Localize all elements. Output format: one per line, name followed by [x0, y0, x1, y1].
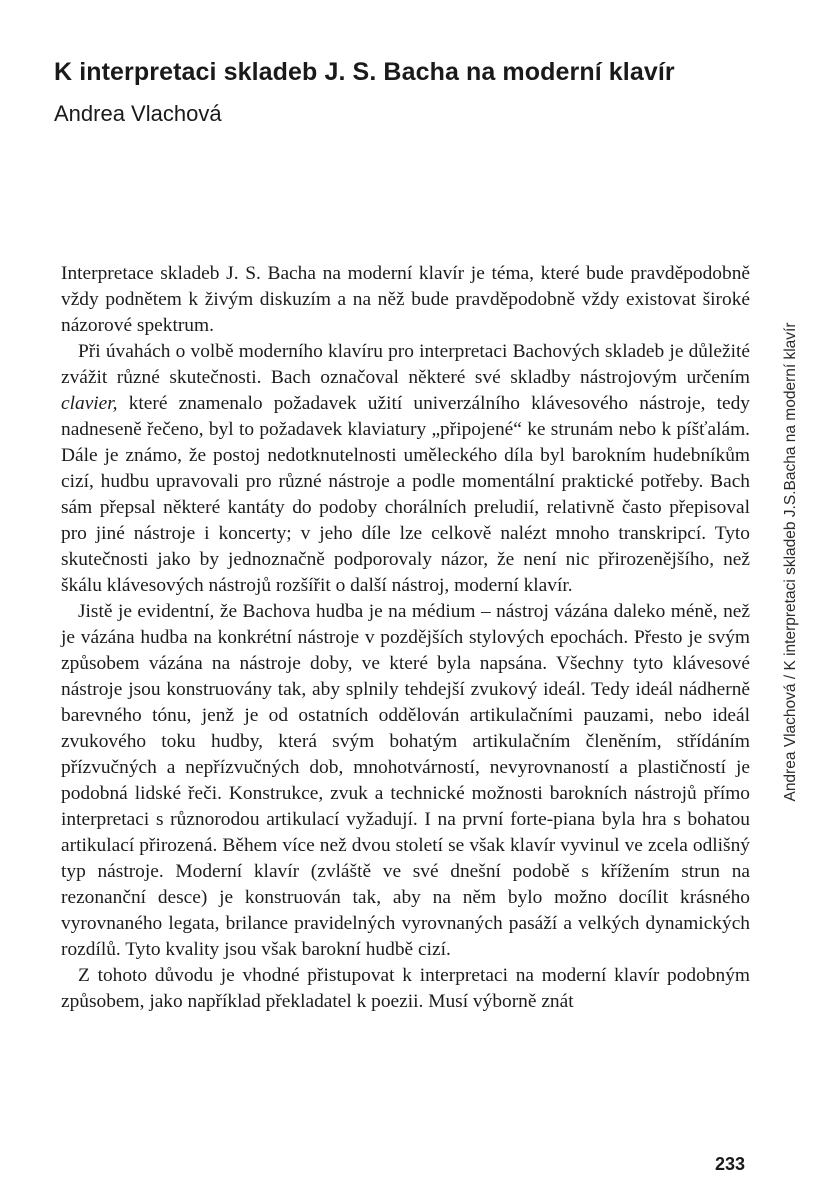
article-title: K interpretaci skladeb J. S. Bacha na moderní klavír	[54, 58, 675, 86]
page-number: 233	[715, 1154, 746, 1174]
paragraph-4: Z tohoto důvodu je vhodné přistupovat k interpretaci na moderní klavír podobným způsobem, jako například překladatel k poezii. Musí výborně znát	[61, 965, 750, 1012]
article-body	[61, 261, 750, 1015]
paragraph-2-text-start: Při úvahách o volbě moderního klavíru pro interpretaci Bachových skladeb je důležité zvážit různé skutečnosti. Bach označoval některé své skladby nástrojovým určením	[61, 341, 750, 388]
paragraph-2	[61, 339, 750, 599]
running-head: Andrea Vlachová / K interpretaci skladeb J.S.Bacha na moderní klavír	[782, 322, 799, 802]
paragraph-2-text-end: které znamenalo požadavek užití univerzálního klávesového nástroje, tedy nadneseně řečeno, byl to požadavek klaviatury „připojené“ ke strunám nebo k píšťalám. Dále je známo, že postoj nedotknutelnosti uměleckého díla byl barokním hudebníkům cizí, hudbu upravovali pro různé nástroje a podle momentální praktické potřeby. Bach sám přepsal některé kantáty do podoby chorálních preludií, relativně často přepisoval pro jiné nástroje i koncerty; v jeho díle lze celkově nalézt mnoho transkripcí. Tyto skutečnosti jako by jednoznačně podporovaly názor, že není nic přirozenějšího, než škálu klávesových nástrojů rozšířit o další nástroj, moderní klavír.	[61, 393, 750, 596]
article-author: Andrea Vlachová	[54, 101, 222, 126]
paragraph-3: Jistě je evidentní, že Bachova hudba je na médium – nástroj vázána daleko méně, než je vázána hudba na konkrétní nástroje v pozdějších stylových epochách. Přesto je svým způsobem vázána na nástroje doby, ve které byla napsána. Všechny tyto klávesové nástroje jsou konstruovány tak, aby splnily tehdejší zvukový ideál. Tedy ideál nádherně barevného tónu, jenž je od ostatních oddělován artikulačními pauzami, nebo ideál zvukového toku hudby, která svým bohatým artikulačním členěním, střídáním přízvučných a nepřízvučných dob, mnohotvárností, nevyrovnaností a plastičností je podobná lidské řeči. Konstrukce, zvuk a technické možnosti barokních nástrojů přímo interpretaci s různorodou artikulací vyžadují. I na první forte-piana byla hra s bohatou artikulací přirozená. Během více než dvou století se však klavír vyvinul ve zcela odlišný typ nástroje. Moderní klavír (zvláště ve své dnešní podobě s křížením strun na rezonanční desce) je konstruován tak, aby na něm bylo možno docílit krásného vyrovnaného legata, brilance pravidelných vyrovnaných pasáží a velkých dynamických rozdílů. Tyto kvality jsou však barokní hudbě cizí.	[61, 601, 750, 960]
paragraph-1: Interpretace skladeb J. S. Bacha na moderní klavír je téma, které bude pravděpodobně vždy podnětem k živým diskuzím a na něž bude pravděpodobně vždy existovat široké názorové spektrum.	[61, 263, 750, 336]
paragraph-2-italic-term: clavier,	[61, 393, 118, 414]
